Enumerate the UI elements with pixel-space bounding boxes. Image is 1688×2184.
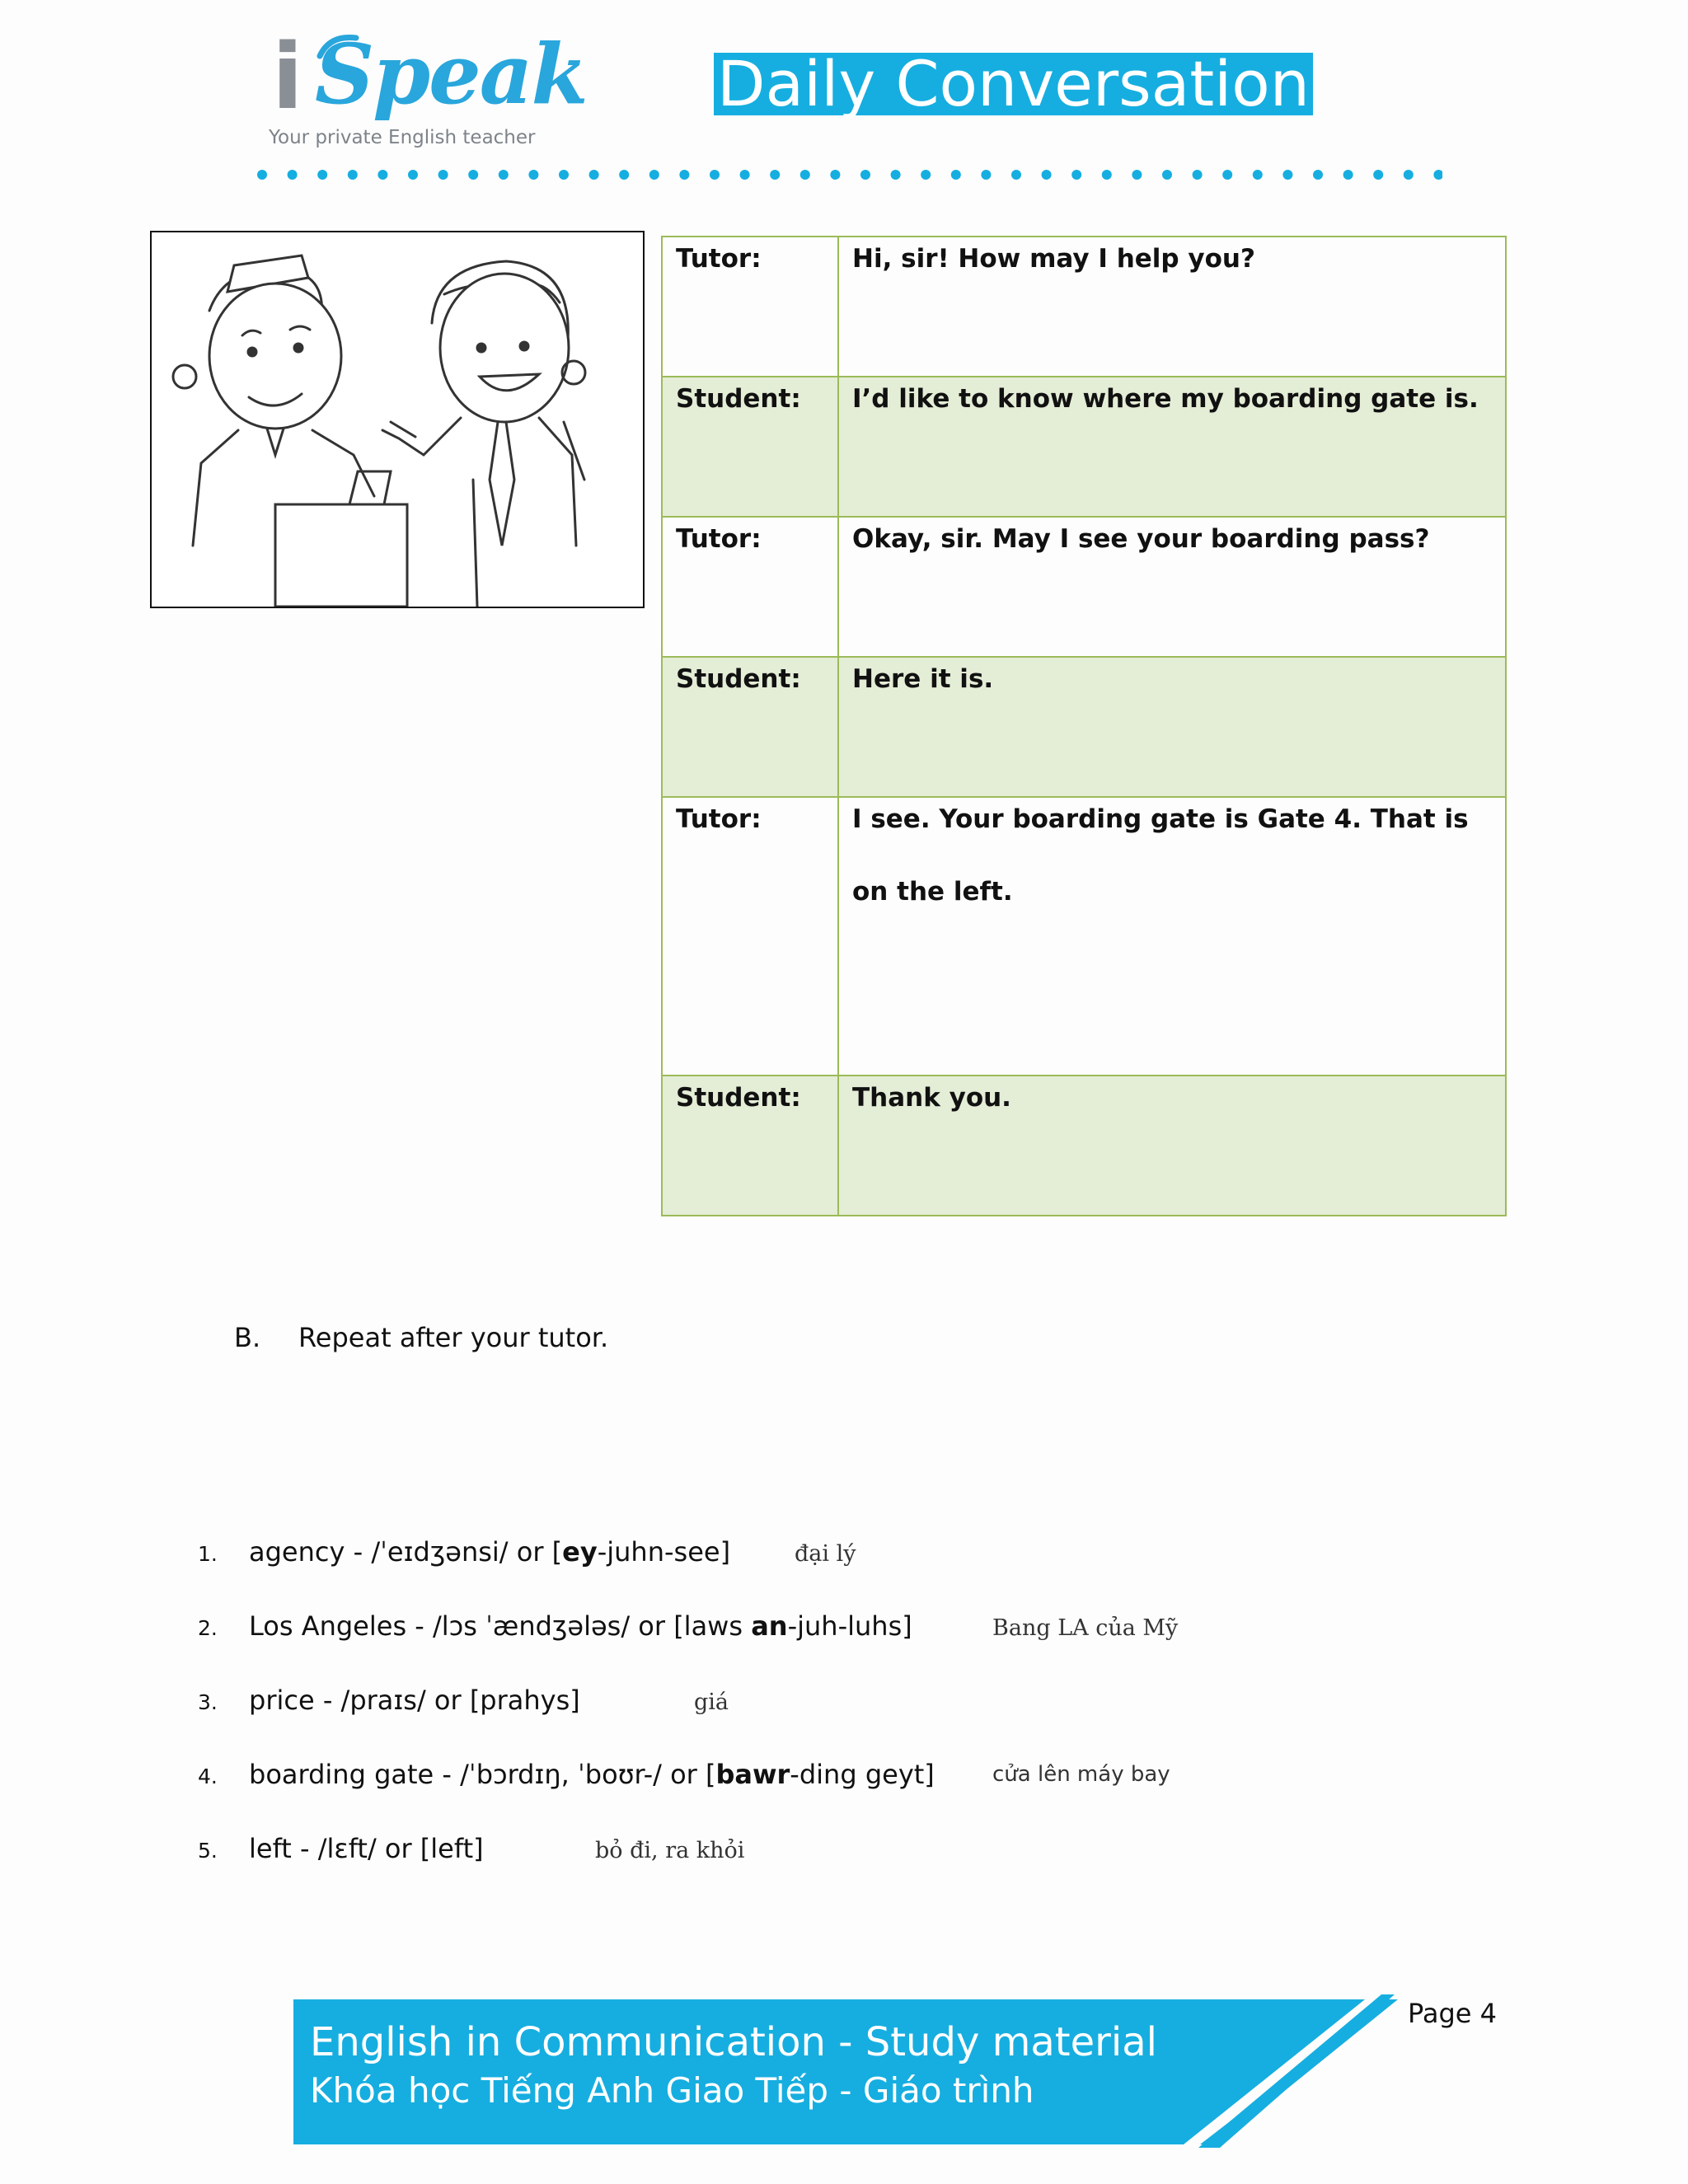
divider-dot [770, 170, 780, 180]
vocab-pronunciation: - /praɪs/ or [prahys] [314, 1685, 580, 1716]
speaker-cell [662, 517, 838, 657]
divider-dot [317, 170, 327, 180]
page-title: Daily Conversation [714, 53, 1313, 115]
vocab-word: boarding gate [249, 1759, 434, 1790]
dialogue-row [662, 657, 1506, 797]
divider-dot [1222, 170, 1232, 180]
vocab-number: 1. [198, 1542, 218, 1566]
divider-dot [288, 170, 298, 180]
logo-speak: Speak [315, 26, 587, 123]
logo-i: i [272, 24, 303, 129]
dialogue-table [661, 236, 1507, 1216]
vocab-word: price [249, 1685, 315, 1716]
line-cell [838, 657, 1506, 797]
divider-dot [1132, 170, 1142, 180]
divider-dot [1011, 170, 1021, 180]
divider-dot [528, 170, 538, 180]
vocab-number: 5. [198, 1839, 218, 1863]
vocab-stress: bawr [715, 1759, 790, 1790]
divider-dot [438, 170, 448, 180]
divider-dot [921, 170, 931, 180]
divider-dot [830, 170, 840, 180]
dotted-divider [256, 165, 1442, 185]
dialogue-line: Thank you. [852, 1083, 1011, 1113]
line-cell [838, 1076, 1506, 1216]
divider-dot [468, 170, 478, 180]
divider-dot [1433, 170, 1442, 180]
speaker-cell [662, 237, 838, 377]
dialogue-row [662, 797, 1506, 1076]
vocab-pronunciation: - /ˈbɔrdɪŋ, ˈboʊr-/ or [ [434, 1759, 716, 1790]
vocab-word: left [249, 1833, 292, 1864]
vocab-item [198, 1685, 580, 1716]
speaker-cell [662, 377, 838, 517]
vocab-pronunciation-rest: -juh-luhs] [787, 1610, 912, 1642]
vocab-item [198, 1610, 912, 1642]
dialogue-line: I see. Your boarding gate is Gate 4. That is on the left. [852, 804, 1469, 907]
divider-dot [1343, 170, 1353, 180]
divider-dot [710, 170, 720, 180]
vocab-item [198, 1833, 484, 1864]
speaker-label: Student: [676, 384, 801, 414]
divider-dot [257, 170, 267, 180]
divider-dot [499, 170, 509, 180]
section-letter: B. [234, 1322, 261, 1353]
footer-title: English in Communication - Study material [310, 2019, 1157, 2065]
dialogue-row [662, 377, 1506, 517]
vocab-stress: ey [562, 1536, 598, 1568]
speaker-cell [662, 657, 838, 797]
vocab-number: 2. [198, 1616, 218, 1640]
vocab-item [198, 1759, 935, 1790]
speaker-cell [662, 797, 838, 1076]
divider-dot [408, 170, 418, 180]
divider-dot [1042, 170, 1052, 180]
vocab-translation: bỏ đi, ra khỏi [595, 1838, 745, 1863]
divider-dot [951, 170, 961, 180]
vocab-translation: cửa lên máy bay [992, 1762, 1170, 1787]
vocab-translation: đại lý [795, 1541, 856, 1567]
divider-dot [679, 170, 689, 180]
speaker-label: Tutor: [676, 524, 762, 554]
speaker-label: Tutor: [676, 244, 762, 274]
line-cell [838, 237, 1506, 377]
dialogue-line: Okay, sir. May I see your boarding pass? [852, 524, 1430, 554]
divider-dot [860, 170, 870, 180]
dialogue-line: Here it is. [852, 664, 994, 694]
divider-dot [619, 170, 629, 180]
vocab-number: 3. [198, 1690, 218, 1714]
divider-dot [1071, 170, 1081, 180]
dialogue-line: I’d like to know where my boarding gate is. [852, 384, 1479, 414]
speaker-cell [662, 1076, 838, 1216]
line-cell [838, 797, 1506, 1076]
divider-dot [1313, 170, 1323, 180]
dialogue-line: Hi, sir! How may I help you? [852, 244, 1255, 274]
vocab-item [198, 1536, 730, 1568]
dialogue-row [662, 237, 1506, 377]
divider-dot [981, 170, 991, 180]
divider-dot [559, 170, 569, 180]
speaker-label: Tutor: [676, 804, 762, 834]
divider-dot [1404, 170, 1414, 180]
divider-dot [1193, 170, 1203, 180]
dialogue-row [662, 517, 1506, 657]
divider-dot [1373, 170, 1383, 180]
speech-bubble-icon [313, 31, 363, 64]
divider-dot [891, 170, 901, 180]
line-cell [838, 517, 1506, 657]
vocab-translation: giá [694, 1690, 729, 1715]
vocab-pronunciation-rest: -ding geyt] [790, 1759, 935, 1790]
footer-stripe [1187, 1994, 1401, 2148]
logo-tagline: Your private English teacher [269, 127, 536, 148]
vocab-pronunciation: - /ˈeɪdʒənsi/ or [ [345, 1536, 563, 1568]
section-b-heading [234, 1322, 608, 1353]
divider-dot [1162, 170, 1172, 180]
divider-dot [348, 170, 358, 180]
footer-subtitle: Khóa học Tiếng Anh Giao Tiếp - Giáo trình [310, 2070, 1034, 2111]
speaker-label: Student: [676, 1083, 801, 1113]
dialogue-row [662, 1076, 1506, 1216]
conversation-illustration-icon [152, 232, 643, 607]
divider-dot [1102, 170, 1112, 180]
line-cell [838, 377, 1506, 517]
vocab-pronunciation-rest: -juhn-see] [597, 1536, 731, 1568]
illustration [150, 231, 645, 608]
vocab-pronunciation: - /lɛft/ or [left] [291, 1833, 484, 1864]
divider-dot [589, 170, 599, 180]
vocab-word: Los Angeles [249, 1610, 407, 1642]
divider-dot [1282, 170, 1292, 180]
divider-dot [800, 170, 810, 180]
vocab-pronunciation: - /lɔs ˈændʒələs/ or [laws [406, 1610, 752, 1642]
divider-dot [377, 170, 387, 180]
section-instruction: Repeat after your tutor. [298, 1322, 609, 1353]
vocab-stress: an [751, 1610, 788, 1642]
divider-dot [1253, 170, 1263, 180]
vocab-word: agency [249, 1536, 345, 1568]
vocab-translation: Bang LA của Mỹ [992, 1615, 1179, 1641]
page-number: Page 4 [1408, 1998, 1497, 2029]
divider-dot [649, 170, 659, 180]
ispeak-logo [264, 15, 587, 155]
divider-dot [740, 170, 750, 180]
vocab-number: 4. [198, 1765, 218, 1788]
speaker-label: Student: [676, 664, 801, 694]
